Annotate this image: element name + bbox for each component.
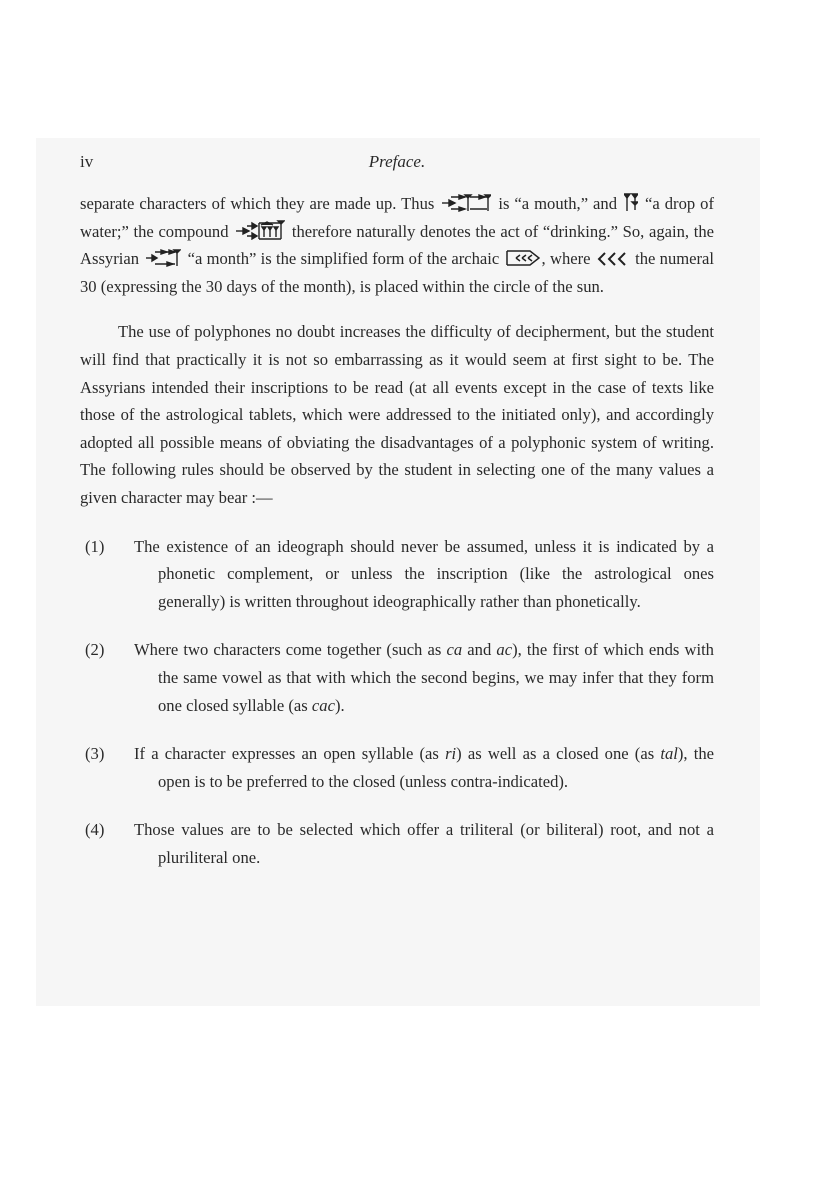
- cuneiform-numeral-30-icon: [597, 251, 629, 267]
- page-body: [80, 190, 714, 892]
- cuneiform-drinking-icon: [235, 220, 285, 240]
- rule-2-number: (2): [85, 640, 105, 660]
- page-header: [80, 152, 714, 174]
- running-title: Preface.: [368, 152, 426, 171]
- rule-2-text-2: and: [462, 640, 497, 660]
- cuneiform-month-icon: [145, 249, 181, 267]
- paragraph-1: [80, 190, 714, 300]
- rule-3-italic-2: tal: [660, 744, 678, 764]
- rule-3-number: (3): [85, 744, 105, 764]
- rules-list: [80, 533, 714, 872]
- rule-2-text-4: ).: [334, 695, 345, 715]
- cuneiform-water-drop-icon: [624, 192, 638, 212]
- rule-4-number: (4): [85, 820, 105, 840]
- rule-3-italic-1: ri: [445, 744, 457, 764]
- rule-3: [85, 740, 714, 795]
- rule-4-text: Those values are to be selected which offer a triliteral (or biliteral) root, and not a pluriliteral one.: [134, 820, 714, 867]
- paragraph-1-text-6: , where: [541, 249, 591, 269]
- rule-2-text-3: ), the first of which ends with the same vowel as that with which the second begins, we may infer that they form one closed syllable (as: [158, 640, 714, 715]
- rule-2-text-1: Where two characters come together (such as: [134, 640, 447, 660]
- paragraph-1-text-2: is “a mouth,” and: [498, 194, 618, 213]
- rule-3-text-2: ) as well as a closed one (as: [456, 744, 661, 764]
- rule-2-italic-1: ca: [446, 640, 463, 660]
- page-number: iv: [80, 152, 94, 171]
- paragraph-1-text-5: “a month” is the simplified form of the archaic: [187, 249, 500, 269]
- rule-1: [85, 533, 714, 616]
- paragraph-1-text-3: “a drop of water;” the compound: [80, 194, 714, 241]
- rule-2-italic-3: cac: [311, 695, 335, 715]
- cuneiform-mouth-icon: [441, 194, 491, 212]
- cuneiform-archaic-month-icon: [506, 249, 540, 267]
- paragraph-1-text-4: therefore naturally denotes the act of “drinking.” So, again, the Assyrian: [80, 221, 714, 269]
- rule-3-text-1: If a character expresses an open syllable (as: [134, 744, 446, 764]
- rule-2: [85, 636, 714, 719]
- rule-4: [85, 816, 714, 871]
- rule-1-number: (1): [85, 536, 105, 556]
- rule-2-italic-2: ac: [496, 640, 513, 660]
- rule-3-text-3: ), the open is to be preferred to the closed (unless contra-indicated).: [158, 744, 714, 791]
- rule-1-text: The existence of an ideograph should never be assumed, unless it is indicated by a phonetic complement, or unless the inscription (like the astrological ones generally) is written throughout ideographically rather than phonetically.: [134, 536, 714, 611]
- paragraph-1-text-1: separate characters of which they are made up. Thus: [80, 194, 435, 213]
- paragraph-1-text-7: the numeral 30 (expressing the 30 days of the month), is placed within the circle of the sun.: [80, 249, 715, 296]
- paragraph-2: The use of polyphones no doubt increases the difficulty of decipherment, but the student will find that practically it is not so embarrassing as it would seem at first sight to be. The Assyrians intended their inscriptions to be read (at all events except in the case of texts like those of the astrological tablets, which were addressed to the initiated only), and accordingly adopted all possible means of obviating the disadvantages of a polyphonic system of writing. The following rules should be observed by the student in selecting one of the many values a given character may bear :—: [80, 322, 714, 507]
